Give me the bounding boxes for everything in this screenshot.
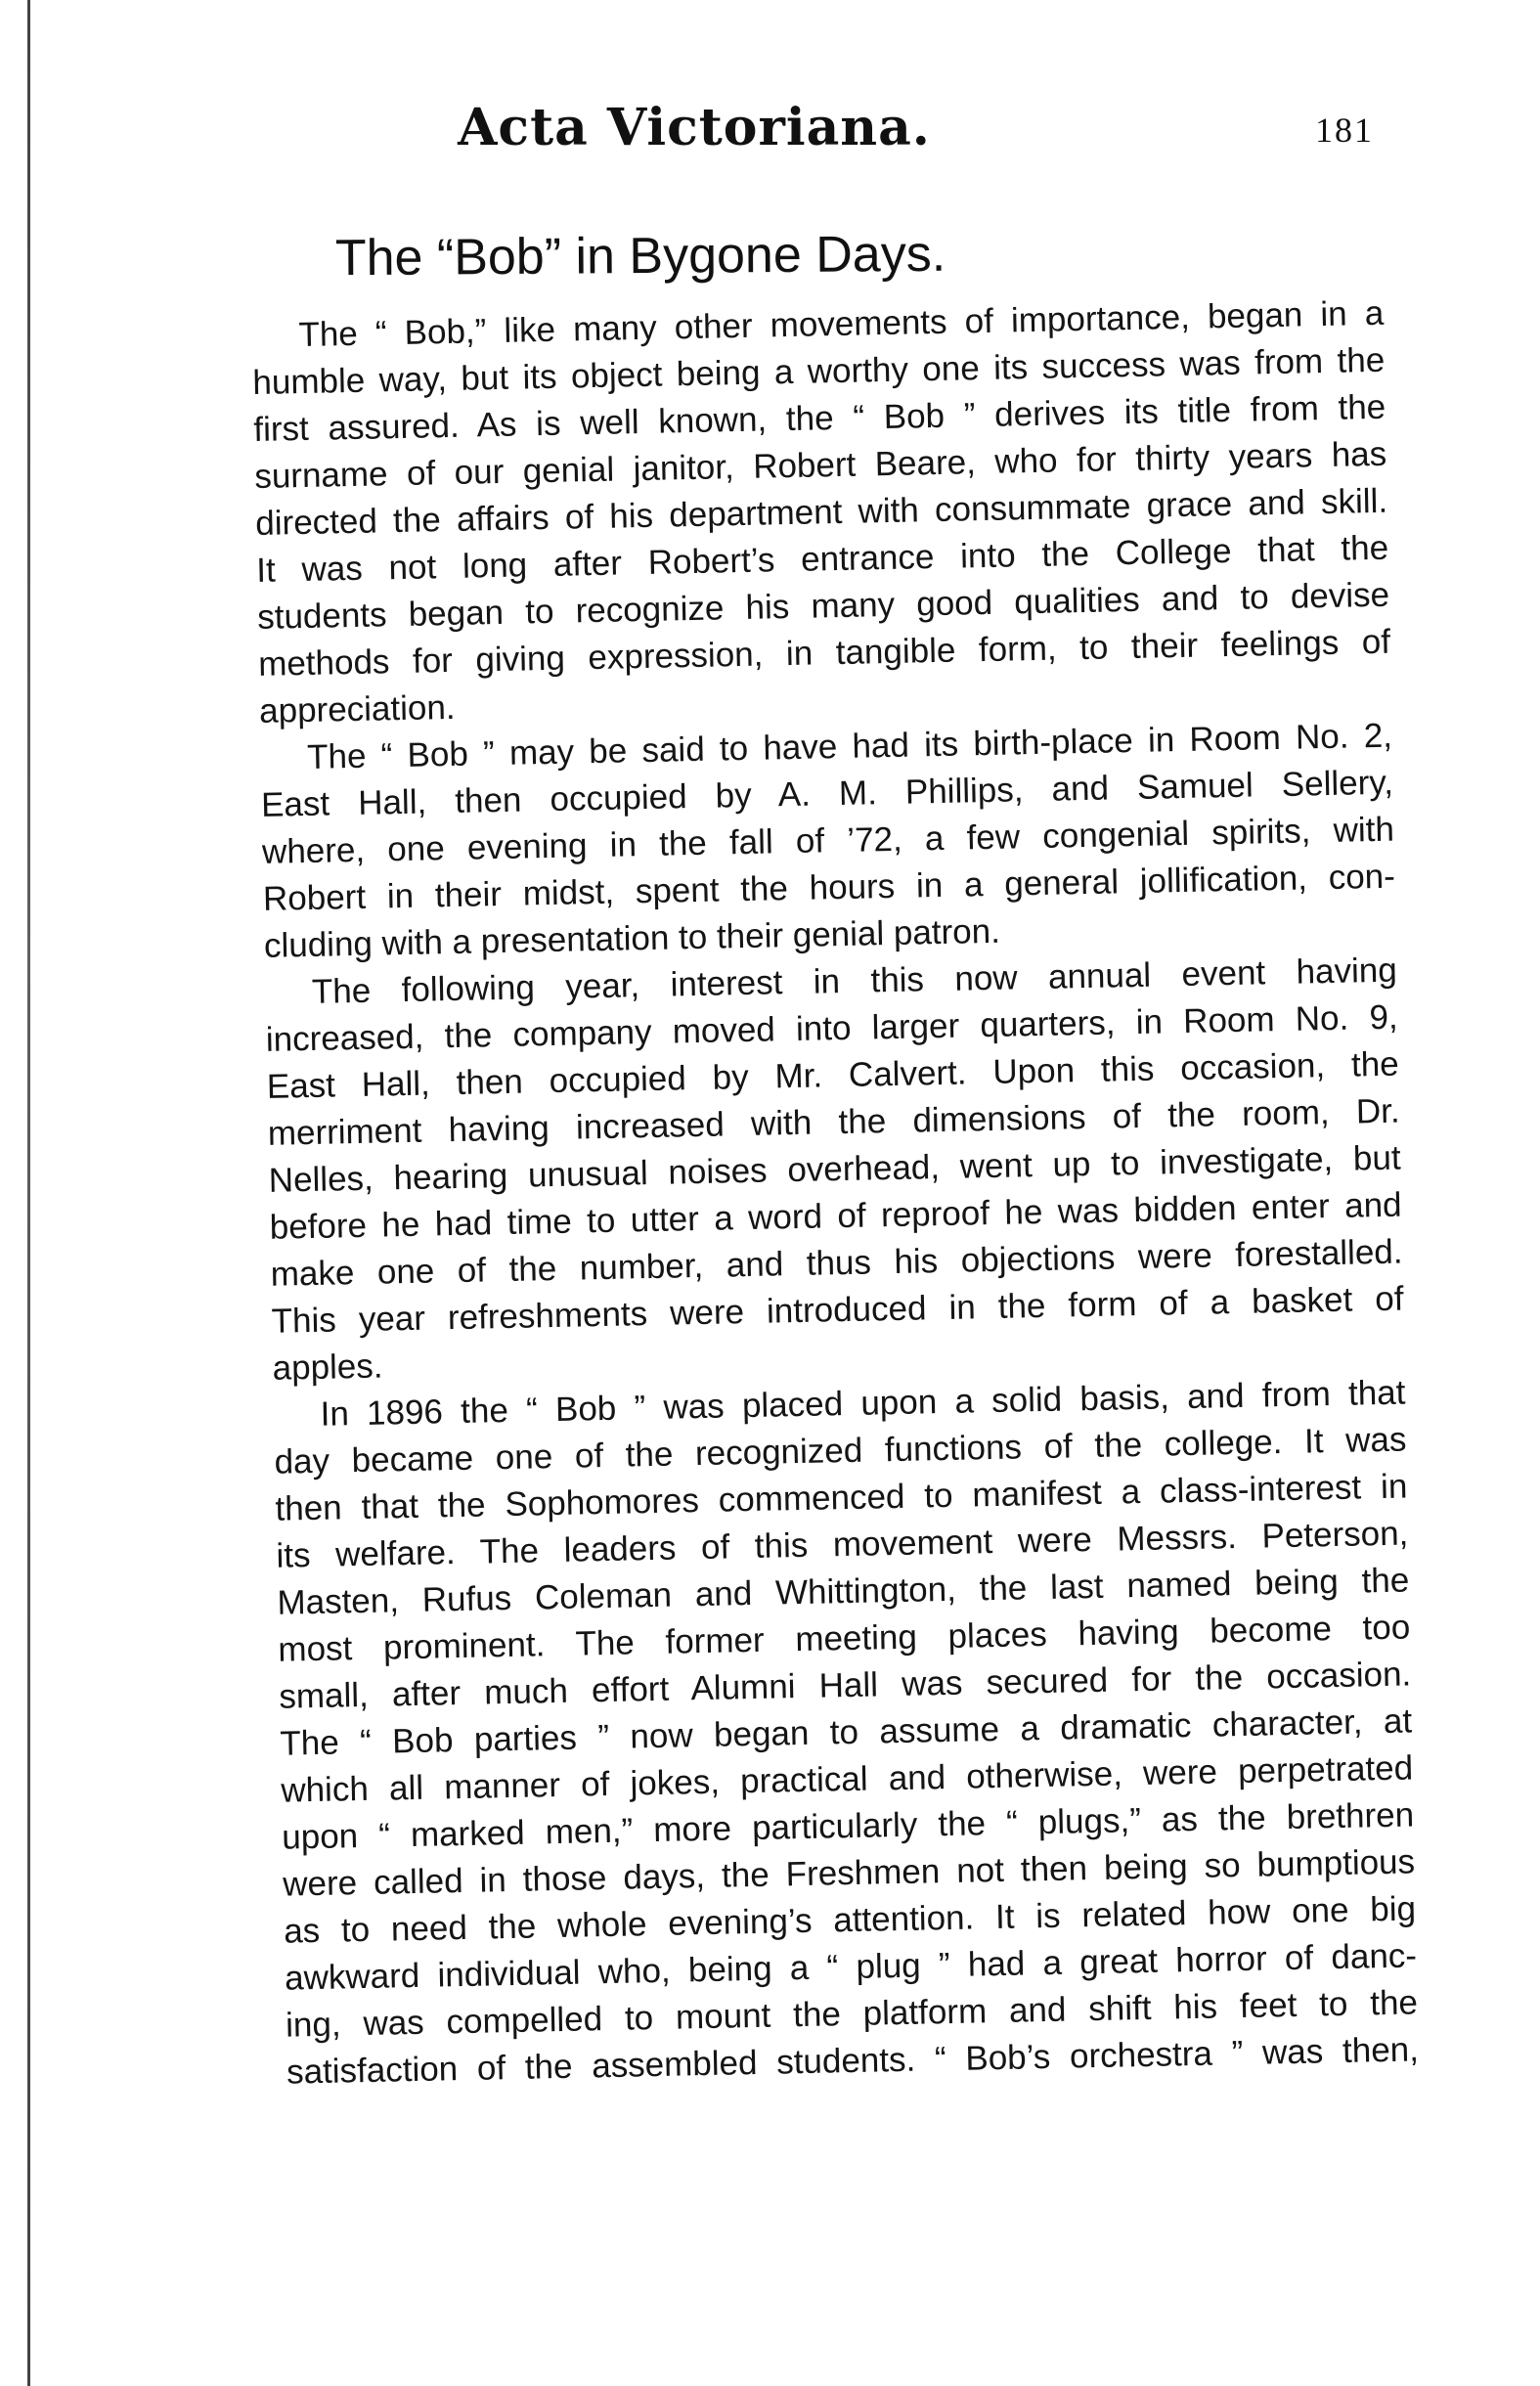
text-line: surname of our genial janitor, Robert Beare, who for thirty years has [253,434,1387,496]
text-line: were called in those days, the Freshmen not then being so bumptious [282,1842,1416,1904]
text-line: where, one evening in the fall of ’72, a few congenial spirits, with [261,810,1395,871]
text-line: before he had time to utter a word of reproof he was bidden enter and [269,1185,1402,1247]
journal-title: Acta Victoriana. [458,98,931,157]
text-line: most prominent. The former meeting places having become too [278,1608,1411,1669]
text-line: upon “ marked men,” more particularly the “ plugs,” as the brethren [281,1795,1415,1857]
text-line: first assured. As is well known, the “ Bob ” derives its title from the [253,387,1386,449]
text-line: The following year, interest in this now annual event having [311,950,1398,1011]
text-line: satisfaction of the assembled students. “ Bob’s orchestra ” was then, [286,2030,1420,2092]
text-line: then that the Sophomores commenced to manifest a class-interest in [275,1467,1408,1528]
text-line: Nelles, hearing unusual noises overhead, went up to investigate, but [268,1138,1401,1200]
binding-edge-line [27,0,30,2386]
text-line: which all manner of jokes, practical and otherwise, were perpetrated [280,1748,1414,1810]
text-line: make one of the number, and thus his objections were forestalled. [270,1232,1403,1294]
text-line: directed the affairs of his department with consummate grace and skill. [254,481,1388,543]
text-line: increased, the company moved into larger quarters, in Room No. 9, [265,997,1399,1059]
text-line: This year refreshments were introduced in the form of a basket of [271,1279,1404,1341]
text-line: ing, was compelled to mount the platform and shift his feet to the [285,1983,1419,2045]
text-line: The “ Bob ” may be said to have had its birth-place in Room No. 2, [306,716,1393,776]
text-line: In 1896 the “ Bob ” was placed upon a solid basis, and from that [320,1373,1406,1434]
text-line: students began to recognize his many good qualities and to devise [256,575,1390,637]
text-line: The “ Bob parties ” now began to assume a dramatic character, at [279,1701,1413,1763]
text-line: day became one of the recognized functions of the college. It was [274,1420,1407,1481]
article-title: The “Bob” in Bygone Days. [334,225,946,287]
text-line: East Hall, then occupied by Mr. Calvert. Upon this occasion, the [266,1044,1400,1106]
text-line: East Hall, then occupied by A. M. Phillips, and Samuel Sellery, [260,763,1394,824]
text-line: cluding with a presentation to their genial patron. [263,911,1001,965]
text-line: appreciation. [258,687,456,730]
page-number: 181 [1315,110,1374,150]
text-line: as to need the whole evening’s attention. It is related how one big [283,1889,1417,1951]
text-line: Masten, Rufus Coleman and Whittington, the last named being the [277,1561,1410,1622]
text-line: apples. [272,1347,383,1388]
text-line: small, after much effort Alumni Hall was secured for the occasion. [279,1655,1412,1716]
text-line: awkward individual who, being a “ plug ” had a great horror of danc- [284,1936,1418,1998]
text-line: Robert in their midst, spent the hours in a general jollification, con- [262,857,1396,918]
text-line: It was not long after Robert’s entrance into the College that the [255,528,1389,590]
text-line: methods for giving expression, in tangible form, to their feelings of [257,622,1391,684]
text-line: its welfare. The leaders of this movement were Messrs. Peterson, [276,1514,1409,1575]
running-head [0,98,1540,186]
text-line: merriment having increased with the dimensions of the room, Dr. [267,1091,1401,1153]
text-line: humble way, but its object being a worthy one its success was from the [252,340,1386,402]
text-line: The “ Bob,” like many other movements of importance, began in a [298,293,1385,355]
article-body [251,290,1419,2097]
